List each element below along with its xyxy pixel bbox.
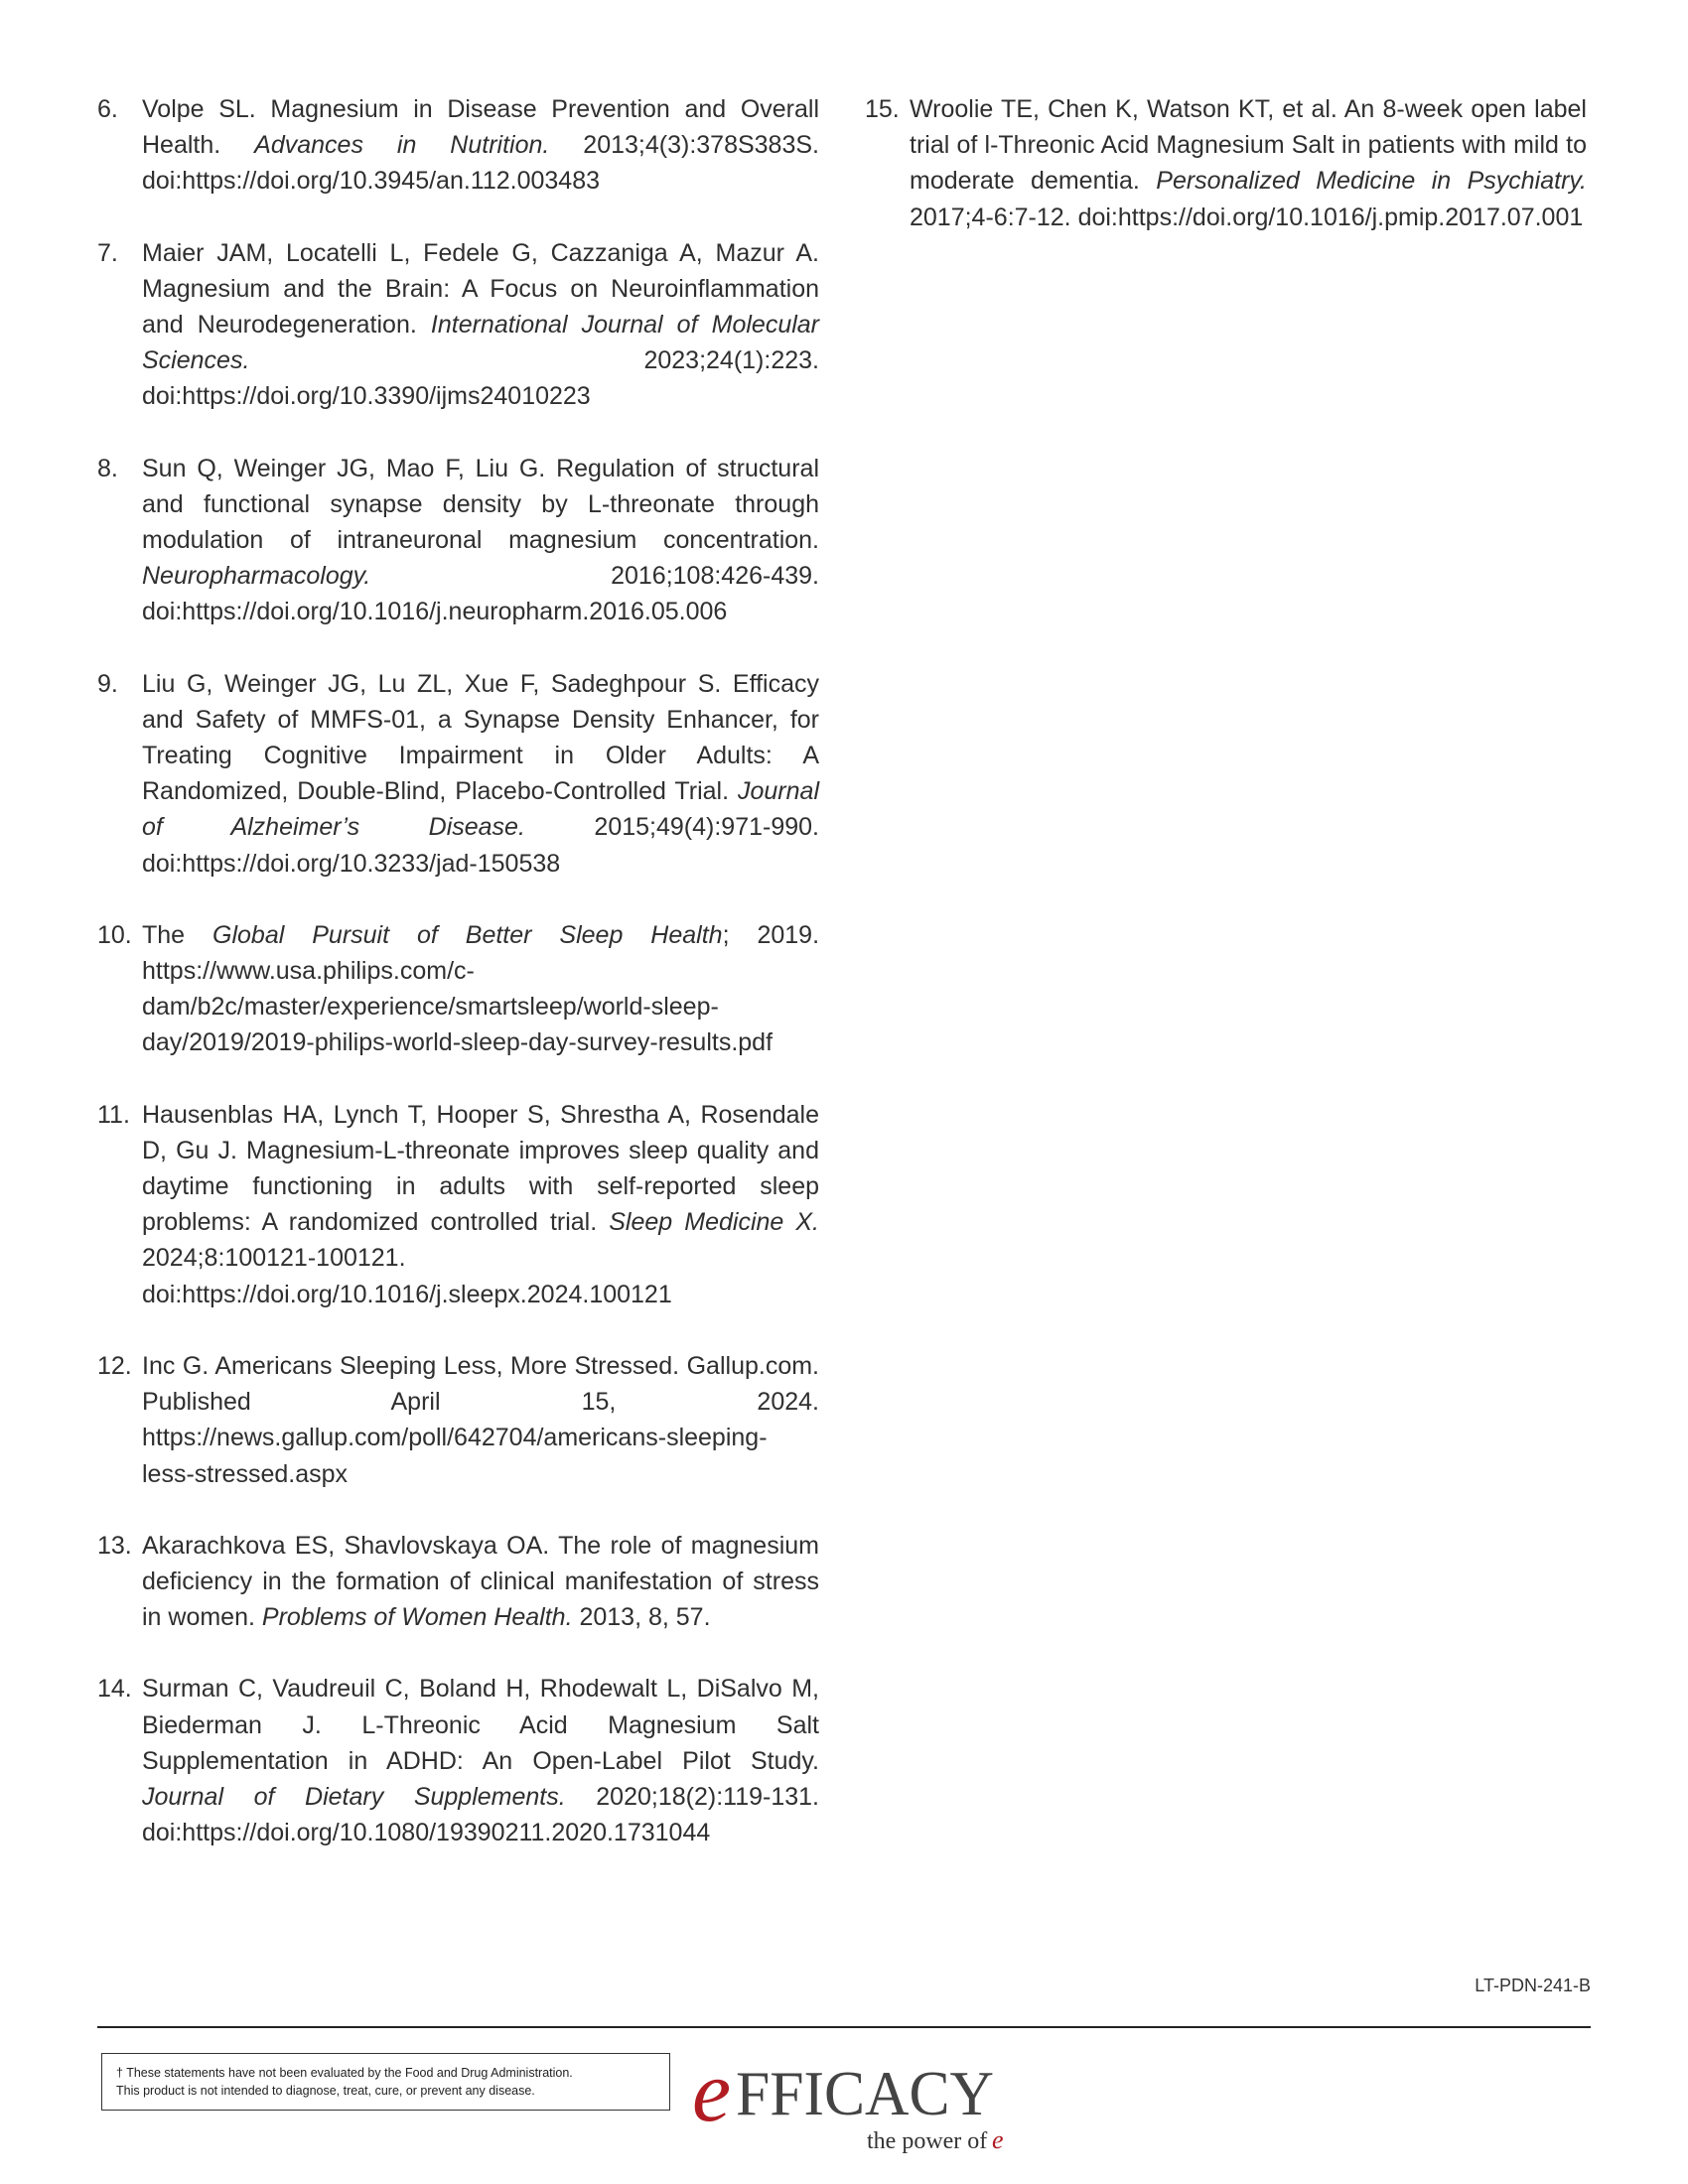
reference-journal: Journal of Alzheimer’s Disease. xyxy=(142,777,819,842)
reference-journal: Journal of Dietary Supplements. xyxy=(142,1782,566,1811)
reference-item xyxy=(97,666,819,882)
reference-details: 2016;108:426-439. doi:https://doi.org/10.1016/j.neuropharm.2016.05.006 xyxy=(142,562,819,626)
reference-journal: Advances in Nutrition. xyxy=(254,131,550,160)
reference-journal: Neuropharmacology. xyxy=(142,562,371,591)
reference-number: 12. xyxy=(97,1351,132,1380)
reference-text: Akarachkova ES, Shavlovskaya OA. The role of magnesium deficiency in the formation of clinical manifestation of stress in women. xyxy=(142,1531,819,1632)
reference-details: 2020;18(2):119-131. doi:https://doi.org/10.1080/19390211.2020.1731044 xyxy=(142,1782,819,1847)
reference-journal: Sleep Medicine X. xyxy=(609,1208,819,1237)
reference-number: 10. xyxy=(97,920,132,949)
reference-text: Hausenblas HA, Lynch T, Hooper S, Shrestha A, Rosendale D, Gu J. Magnesium-L-threonate improves sleep quality and daytime functioning in adults with self-reported sleep problems: A randomized controlled trial. xyxy=(142,1100,819,1237)
reference-details: 2015;49(4):971-990. doi:https://doi.org/10.3233/jad-150538 xyxy=(142,813,819,878)
reference-text: The xyxy=(142,920,213,949)
reference-number: 9. xyxy=(97,669,118,698)
reference-journal: International Journal of Molecular Sciences. xyxy=(142,311,820,375)
reference-text: Liu G, Weinger JG, Lu ZL, Xue F, Sadeghpour S. Efficacy and Safety of MMFS-01, a Synapse Density Enhancer, for Treating Cognitive Impairment in Older Adults: A Randomized, Double-Blind, Placebo-Controlled Trial. xyxy=(142,669,819,806)
reference-item xyxy=(97,451,819,630)
reference-list-right xyxy=(865,91,1587,271)
reference-text: Volpe SL. Magnesium in Disease Prevention and Overall Health. xyxy=(142,95,819,160)
logo-letter-e: e xyxy=(692,2045,732,2140)
reference-details: 2023;24(1):223. doi:https://doi.org/10.3390/ijms24010223 xyxy=(142,346,819,411)
reference-number: 8. xyxy=(97,454,118,482)
reference-text: Inc G. Americans Sleeping Less, More Stressed. Gallup.com. Published April 15, 2024. https://news.gallup.com/poll/642704/americans-sleeping-less-stressed.aspx xyxy=(142,1351,819,1488)
reference-text: Sun Q, Weinger JG, Mao F, Liu G. Regulation of structural and functional synapse density by L-threonate through modulation of intraneuronal magnesium concentration. xyxy=(142,454,819,555)
reference-journal: Global Pursuit of Better Sleep Health xyxy=(212,920,723,949)
disclaimer-line-2: This product is not intended to diagnose, treat, cure, or prevent any disease. xyxy=(116,2084,535,2098)
reference-number: 6. xyxy=(97,95,118,123)
reference-text: Surman C, Vaudreuil C, Boland H, Rhodewalt L, DiSalvo M, Biederman J. L-Threonic Acid Magnesium Salt Supplementation in ADHD: An Open-Label Pilot Study. xyxy=(142,1675,819,1775)
fda-disclaimer-box xyxy=(101,2053,670,2111)
reference-item xyxy=(97,1097,819,1312)
reference-text: Wroolie TE, Chen K, Watson KT, et al. An 8-week open label trial of l-Threonic Acid Magnesium Salt in patients with mild to moderate dementia. xyxy=(910,95,1587,196)
reference-journal: Personalized Medicine in Psychiatry. xyxy=(1156,167,1587,196)
reference-item xyxy=(97,1528,819,1636)
reference-journal: Problems of Women Health. xyxy=(261,1603,573,1632)
reference-details: 2024;8:100121-100121. doi:https://doi.org/10.1016/j.sleepx.2024.100121 xyxy=(142,1244,672,1308)
reference-number: 11. xyxy=(97,1100,130,1129)
reference-item xyxy=(97,1348,819,1492)
reference-details: ; 2019. https://www.usa.philips.com/c-dam/b2c/master/experience/smartsleep/world-sleep-day/2019/2019-philips-world-sleep-day-survey-results.pdf xyxy=(142,920,820,1057)
reference-number: 15. xyxy=(865,95,900,123)
logo-wordmark: FFICACY xyxy=(736,2058,994,2128)
footer-divider xyxy=(97,2026,1591,2028)
reference-text: Maier JAM, Locatelli L, Fedele G, Cazzaniga A, Mazur A. Magnesium and the Brain: A Focus on Neuroinflammation and Neurodegeneration. xyxy=(142,238,819,340)
reference-item xyxy=(97,917,819,1061)
reference-item xyxy=(865,91,1587,235)
disclaimer-line-1: † These statements have not been evaluated by the Food and Drug Administration. xyxy=(116,2066,573,2080)
logo-tagline: the power of xyxy=(867,2128,988,2154)
reference-number: 14. xyxy=(97,1675,132,1704)
reference-details: 2017;4-6:7-12. doi:https://doi.org/10.1016/j.pmip.2017.07.001 xyxy=(910,203,1584,231)
reference-details: 2013, 8, 57. xyxy=(572,1603,711,1632)
reference-item xyxy=(97,235,819,415)
reference-item xyxy=(97,91,819,200)
logo-tagline-letter-e: e xyxy=(992,2125,1004,2154)
reference-number: 7. xyxy=(97,238,118,267)
efficacy-logo xyxy=(690,2045,1008,2156)
document-code: LT-PDN-241-B xyxy=(1475,1976,1591,1995)
reference-number: 13. xyxy=(97,1531,132,1560)
reference-list-left xyxy=(97,91,819,1886)
reference-details: 2013;4(3):378S383S. doi:https://doi.org/10.3945/an.112.003483 xyxy=(142,131,819,196)
reference-item xyxy=(97,1671,819,1850)
